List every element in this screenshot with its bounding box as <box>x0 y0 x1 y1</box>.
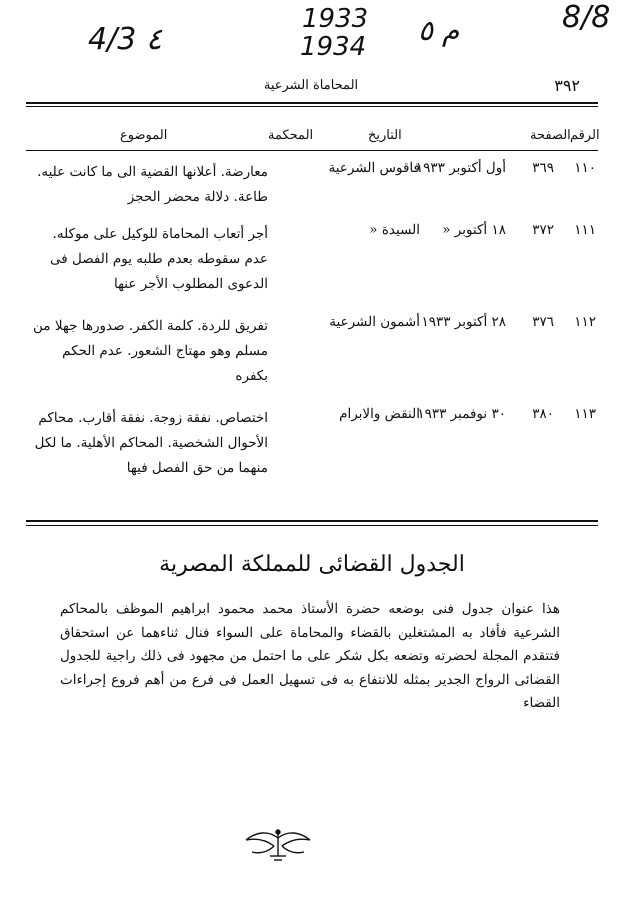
handwritten-page-ref: 8/8 <box>562 0 611 35</box>
table-row <box>26 406 598 566</box>
handwritten-year-1: 1933 <box>302 4 369 34</box>
col-header-number: الرقم <box>570 128 600 143</box>
row-page: ٣٧٦ <box>532 314 554 330</box>
table-bottom-rule-thin <box>26 525 598 526</box>
col-header-subject: الموضوع <box>120 128 168 143</box>
running-title: المحاماة الشرعية <box>263 78 359 93</box>
row-court: أشمون الشرعية <box>329 314 420 330</box>
row-subject: اختصاص. نفقة زوجة. نفقة أقارب. محاكم الأحوال الشخصية. المحاكم الأهلية. ما لكل منهما من حق الفصل فيها <box>34 410 268 476</box>
section-paragraph: هذا عنوان جدول فنى بوضعه حضرة الأستاذ محمد محمود ابراهيم الموظف بالمحاكم الشرعية فأفاد به المشتغلين بالقضاء والمحاماة على السواء فنال ثناءهما عن استحقاق فتتقدم المجلة لحضرته وتضعه بكل شكر على ما احتمل من مجهود فى ذلك راجية للجدول القضائى الرواج الجدير بمثله للانتفاع به فى تسهيل العمل فى فرع من أهم فروع إجراءات القضاء <box>60 601 560 712</box>
row-number: ١١٣ <box>574 406 596 422</box>
row-page: ٣٨٠ <box>532 406 554 422</box>
handwritten-mark: م ٥ <box>418 14 460 47</box>
row-number: ١١٠ <box>574 160 596 176</box>
row-date: ١٨ أكتوبر « <box>442 222 506 238</box>
handwritten-volume-ref: 4/3 ٤ <box>88 22 162 57</box>
row-number: ١١٢ <box>574 314 596 330</box>
row-page: ٣٧٢ <box>532 222 554 238</box>
table-bottom-rule-thick <box>26 520 598 522</box>
running-header <box>26 76 596 100</box>
row-court: فاقوس الشرعية <box>328 160 420 176</box>
header-rule-thick <box>26 102 598 104</box>
row-date: أول أكتوبر ١٩٣٣ <box>415 160 506 176</box>
col-header-page: الصفحة <box>530 128 571 143</box>
col-header-date: التاريخ <box>368 128 402 143</box>
section-title: الجدول القضائى للمملكة المصرية <box>159 552 465 577</box>
decorative-ornament-icon <box>238 826 318 862</box>
col-header-court: المحكمة <box>268 128 314 143</box>
header-rule-thin <box>26 106 598 107</box>
row-subject: معارضة. أعلانها القضية الى ما كانت عليه. طاعة. دلالة محضر الحجز <box>37 164 268 205</box>
row-date: ٢٨ أكتوبر ١٩٣٣ <box>421 314 506 330</box>
row-subject: أجر أتعاب المحاماة للوكيل على موكله. عدم سقوطه بعدم طلبه يوم الفصل فى الدعوى المطلوب الأجر عنها <box>49 226 268 292</box>
handwritten-year-2: 1934 <box>300 32 367 62</box>
row-date: ٣٠ نوفمبر ١٩٣٣ <box>417 406 506 422</box>
row-page: ٣٦٩ <box>532 160 554 176</box>
row-court: السيدة « <box>369 222 420 238</box>
page-number: ٣٩٢ <box>554 76 580 95</box>
row-number: ١١١ <box>574 222 596 238</box>
table-header-rule <box>26 150 598 151</box>
row-subject: تفريق للردة. كلمة الكفر. صدورها جهلا من مسلم وهو مهتاج الشعور. عدم الحكم بكفره <box>33 318 268 384</box>
row-court: النقض والابرام <box>339 406 420 422</box>
